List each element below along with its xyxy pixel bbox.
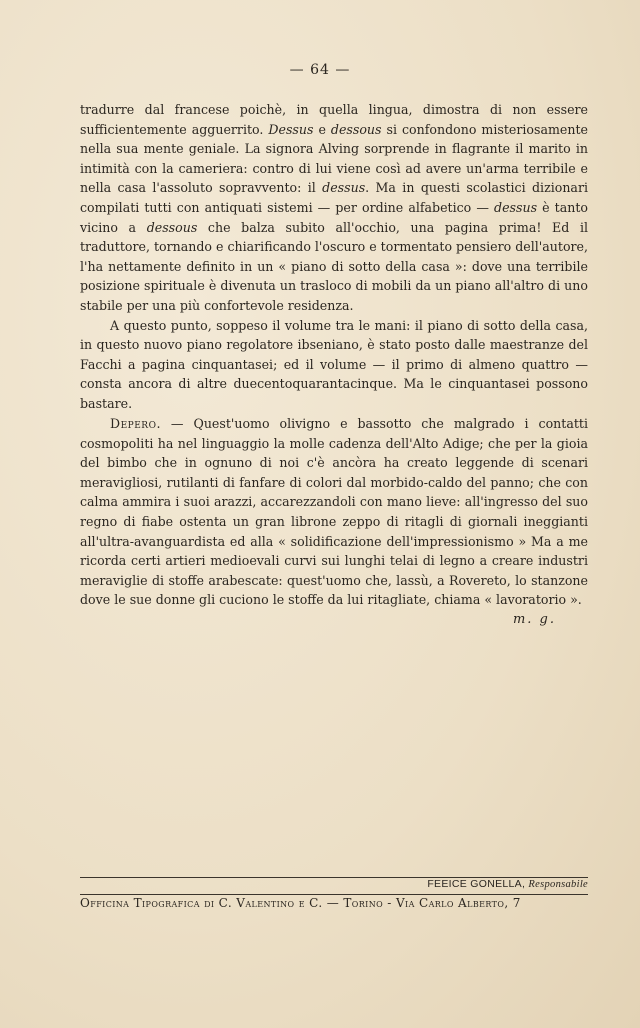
responsible-name: FEEICE GONELLA, xyxy=(427,878,526,890)
text-run: che balza subito all'occhio, una pagina prima! Ed il traduttore, tornando e chiarificando l'oscuro e tormentato pensiero dell'autore, l'ha nettamente definito in un « piano di sotto della casa »: dove una terribile posizione spirituale è divenuta un trasloco di mobili da un piano all'altro di uno stabile per una più confortevole residenza. xyxy=(80,219,588,313)
text-run: e xyxy=(313,121,331,137)
depero-text: — Quest'uomo olivigno e bassotto che malgrado i contatti cosmopoliti ha nel linguaggio la molle cadenza dell'Alto Adige; che per la gioia del bimbo che in ognuno di noi c'è ancòra ha creato leggende di scenari meravigliosi, rutilanti di fanfare di colori dal morbido-caldo del panno; che con calma ammira i suoi arazzi, accarezzandoli con mano lieve: all'ingresso del suo regno di fiabe ostenta un gran librone zeppo di ritagli di giornali ineggianti all'ultra-avanguardista ed alla « solidificazione dell'impressionismo » Ma a me ricorda certi artieri medioevali curvi sui lunghi telai di legno a creare industri meraviglie di stoffe arabescate: quest'uomo che, lassù, a Rovereto, lo stanzone dove le sue donne gli cuciono le stoffe da lui ritagliate, chiama « lavoratorio ». xyxy=(80,416,588,608)
depero-name: Depero. xyxy=(110,416,161,431)
text-run: è tanto vicino a xyxy=(80,199,588,235)
paragraph-2: A questo punto, soppeso il volume tra le mani: il piano di sotto della casa, in questo nuovo piano regolatore ibseniano, è stato posto dalle maestranze del Facchi a pagina cinquantasei; ed il volume — il primo di almeno quattro — consta ancora di altre duecentoquarantacinque. Ma le cinquantasei possono bastare. xyxy=(80,317,588,411)
footer-rule-bottom xyxy=(80,894,588,895)
responsible-line xyxy=(80,878,588,890)
responsible-role: Responsabile xyxy=(528,879,588,890)
italic-term: dessous xyxy=(146,219,198,235)
paragraph-1 xyxy=(80,100,588,316)
page-number: — 64 — xyxy=(289,62,351,78)
italic-term: dessus xyxy=(494,199,538,215)
printer-line: Officina Tipografica di C. Valentino e C. — Torino - Via Carlo Alberto, 7 xyxy=(80,896,521,910)
main-text-section xyxy=(80,100,588,414)
text-run: si confondono misteriosamente nella sua mente geniale. La signora Alving sorprende in flagrante il marito in intimità con la cameriera: contro di lui viene così ad avere un'arma terribile e nella casa l'assoluto sopravvento: il xyxy=(80,121,588,196)
signature: m. g. xyxy=(512,612,556,627)
text-run: tradurre dal francese poichè, in quella lingua, dimostra di non essere sufficientemente agguerrito. xyxy=(80,102,588,137)
italic-term: dessus xyxy=(322,180,366,196)
depero-section xyxy=(80,414,588,610)
italic-term: Dessus xyxy=(268,121,314,137)
text-run: . Ma in questi scolastici dizionari compilati tutti con antiquati sistemi — per ordine alfabetico — xyxy=(80,180,588,215)
italic-term: dessous xyxy=(330,121,382,137)
depero-paragraph xyxy=(80,414,588,610)
